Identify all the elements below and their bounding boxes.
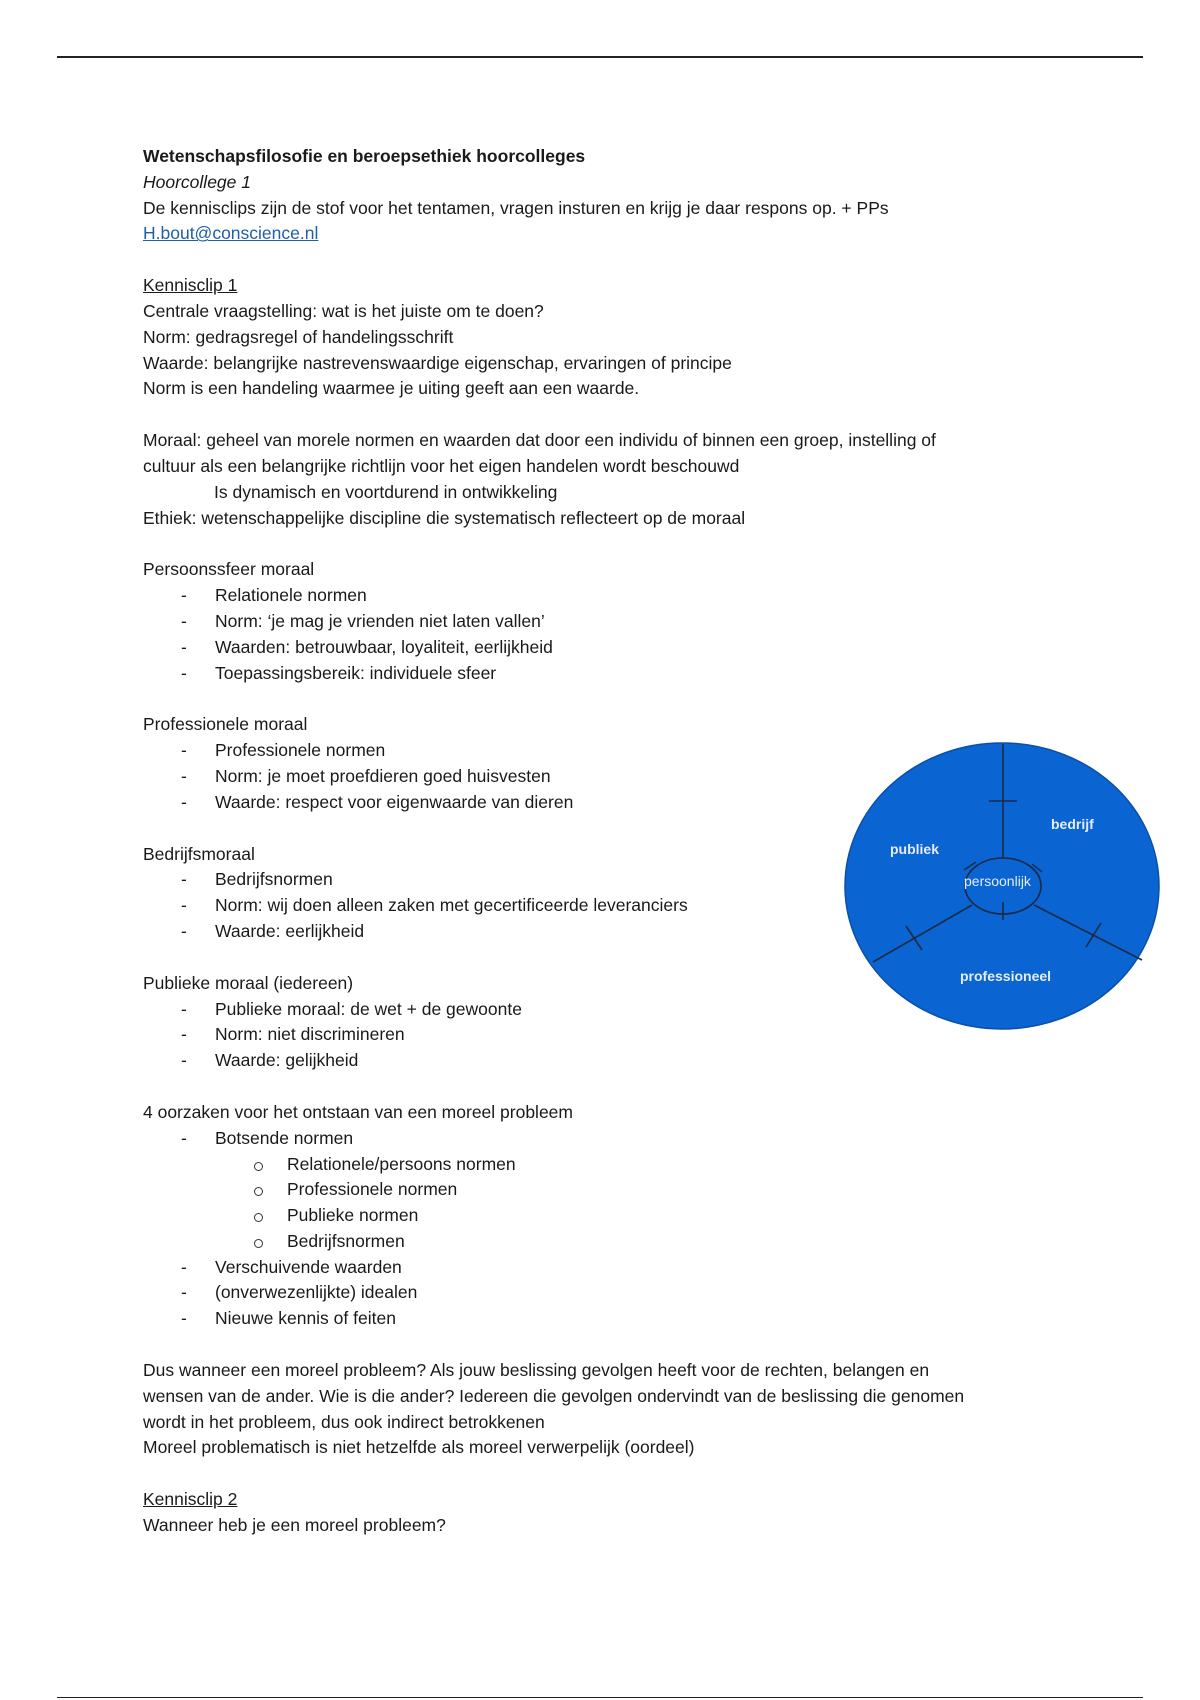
sub-list-item: Relationele/persoons normen xyxy=(143,1152,1063,1178)
bullet-list xyxy=(143,583,1063,686)
lecture-subtitle: Hoorcollege 1 xyxy=(143,171,251,192)
paragraph-line: wordt in het probleem, dus ook indirect betrokkenen xyxy=(143,1411,545,1432)
sub-list xyxy=(143,1152,1063,1255)
list-item xyxy=(143,1126,1063,1255)
causes-heading: 4 oorzaken voor het ontstaan van een moreel probleem xyxy=(143,1101,573,1122)
email-link[interactable]: H.bout@conscience.nl xyxy=(143,223,319,244)
list-item: - Verschuivende waarden xyxy=(143,1255,1063,1281)
paragraph-line: Norm: gedragsregel of handelingsschrift xyxy=(143,326,454,347)
section-heading-clip2: Kennisclip 2 xyxy=(143,1489,238,1510)
section-heading: Professionele moraal xyxy=(143,714,308,735)
spheres-svg xyxy=(836,740,1166,1040)
label-persoonlijk: persoonlijk xyxy=(964,873,1031,889)
list-item: - Norm: ‘je mag je vrienden niet laten vallen’ xyxy=(143,609,1063,635)
list-item: - Professionele normen xyxy=(143,738,1063,764)
list-item: - (onverwezenlijkte) idealen xyxy=(143,1280,1063,1306)
list-item: - Bedrijfsnormen xyxy=(143,867,1063,893)
list-item: - Relationele normen xyxy=(143,583,1063,609)
list-item: - Norm: niet discrimineren xyxy=(143,1022,1063,1048)
list-item: - Norm: wij doen alleen zaken met gecertificeerde leveranciers xyxy=(143,893,1063,919)
list-item: - Toepassingsbereik: individuele sfeer xyxy=(143,661,1063,687)
list-item: - Waarde: respect voor eigenwaarde van dieren xyxy=(143,790,1063,816)
label-bedrijf: bedrijf xyxy=(1051,816,1094,832)
paragraph-line: Norm is een handeling waarmee je uiting geeft aan een waarde. xyxy=(143,378,640,399)
intro-text: De kennisclips zijn de stof voor het tentamen, vragen insturen en krijg je daar respons op. + PPs xyxy=(143,197,889,218)
moraal-note: Is dynamisch en voortdurend in ontwikkeling xyxy=(214,481,558,502)
label-publiek: publiek xyxy=(890,841,940,857)
paragraph-line: Waarde: belangrijke nastrevenswaardige eigenschap, ervaringen of principe xyxy=(143,352,732,373)
label-professioneel: professioneel xyxy=(960,968,1052,984)
list-item: - Waarde: gelijkheid xyxy=(143,1048,1063,1074)
list-item: - Waarde: eerlijkheid xyxy=(143,919,1063,945)
top-rule xyxy=(57,56,1143,58)
moraal-definition: Moraal: geheel van morele normen en waarden dat door een individu of binnen een groep, instelling of xyxy=(143,430,936,451)
bottom-rule xyxy=(57,1697,1143,1698)
clip2-question: Wanneer heb je een moreel probleem? xyxy=(143,1515,446,1536)
section-heading: Persoonssfeer moraal xyxy=(143,559,315,580)
list-item: - Publieke moraal: de wet + de gewoonte xyxy=(143,997,1063,1023)
sub-list-item: Bedrijfsnormen xyxy=(143,1229,1063,1255)
moraal-spheres-diagram xyxy=(836,740,1166,1040)
section-heading-clip1: Kennisclip 1 xyxy=(143,275,238,296)
paragraph-line: Moreel problematisch is niet hetzelfde als moreel verwerpelijk (oordeel) xyxy=(143,1437,695,1458)
section-heading: Bedrijfsmoraal xyxy=(143,843,255,864)
list-item: - Waarden: betrouwbaar, loyaliteit, eerlijkheid xyxy=(143,635,1063,661)
paragraph-line: Centrale vraagstelling: wat is het juiste om te doen? xyxy=(143,300,544,321)
bullet-list xyxy=(143,1126,1063,1332)
paragraph-line: Dus wanneer een moreel probleem? Als jouw beslissing gevolgen heeft voor de rechten, belangen en xyxy=(143,1360,930,1381)
paragraph-line: wensen van de ander. Wie is die ander? Iedereen die gevolgen ondervindt van de beslissing die genomen xyxy=(143,1385,965,1406)
sub-list-item: Professionele normen xyxy=(143,1177,1063,1203)
section-heading: Publieke moraal (iedereen) xyxy=(143,972,354,993)
list-item-label: Botsende normen xyxy=(215,1127,354,1148)
document-title: Wetenschapsfilosofie en beroepsethiek hoorcolleges xyxy=(143,146,586,166)
list-item: - Norm: je moet proefdieren goed huisvesten xyxy=(143,764,1063,790)
sub-list-item: Publieke normen xyxy=(143,1203,1063,1229)
ethiek-definition: Ethiek: wetenschappelijke discipline die systematisch reflecteert op de moraal xyxy=(143,507,746,528)
list-item: - Nieuwe kennis of feiten xyxy=(143,1306,1063,1332)
moraal-definition-cont: cultuur als een belangrijke richtlijn voor het eigen handelen wordt beschouwd xyxy=(143,455,740,476)
